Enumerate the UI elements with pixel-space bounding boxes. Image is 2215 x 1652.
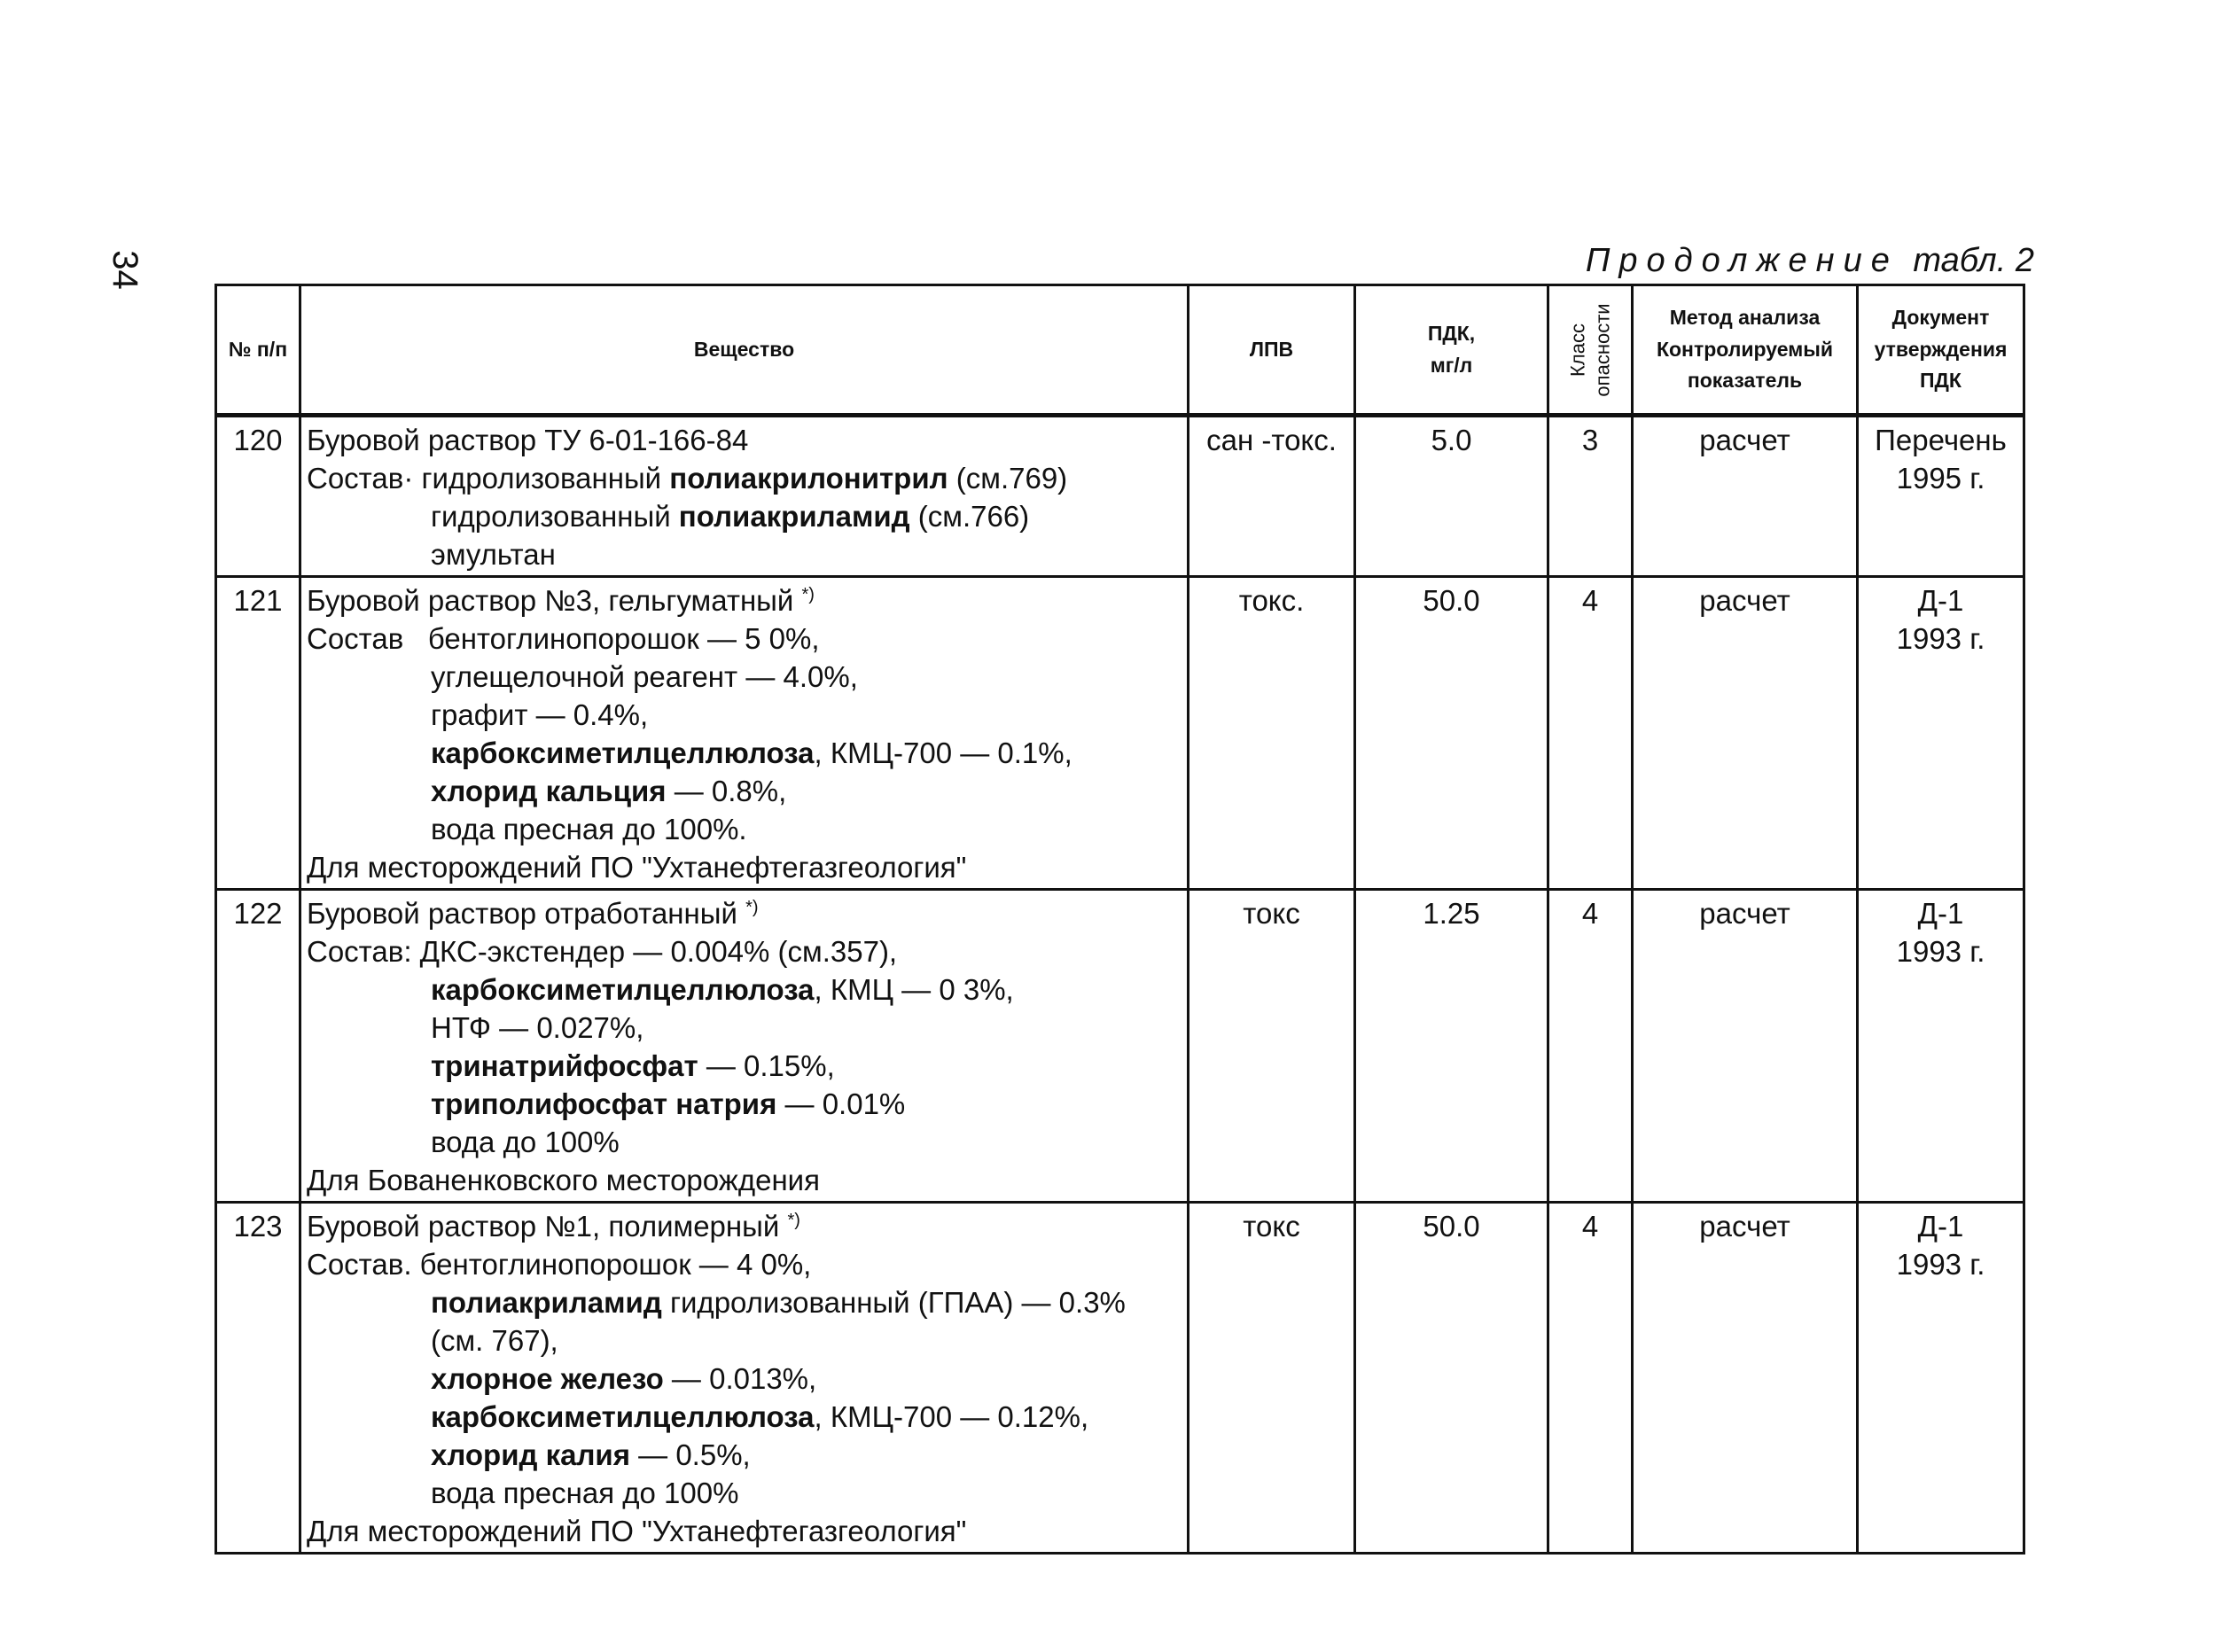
header-num: № п/п (216, 285, 300, 416)
caption-table-ref: табл. 2 (1913, 242, 2034, 279)
composition-line: хлорид кальция — 0.8%, (431, 775, 787, 807)
header-doc (1858, 285, 2024, 416)
header-doc-line2: утверждения (1874, 337, 2008, 361)
footnote-mark: *) (745, 898, 759, 917)
composition-line: Состав· гидролизованный полиакрилонитрил (см.769) (307, 462, 1068, 495)
header-klass-line2: опасности (1591, 302, 1613, 397)
footnote-mark: *) (801, 585, 815, 604)
composition-line: Состав: ДКС-экстендер — 0.004% (см.357), (307, 935, 898, 968)
page-number: 34 (105, 250, 144, 290)
header-klass (1548, 285, 1633, 416)
row-lpv: токс. (1189, 577, 1355, 890)
composition-line: вода пресная до 100% (431, 1477, 739, 1509)
row-klass: 4 (1548, 577, 1633, 890)
header-klass-rotated (1566, 303, 1615, 396)
composition-line: карбоксиметилцеллюлоза, КМЦ — 0 3%, (431, 973, 1014, 1006)
doc-line2: 1995 г. (1896, 462, 1985, 495)
row-doc (1858, 890, 2024, 1203)
header-substance: Вещество (300, 285, 1189, 416)
composition-line: Состав. бентоглинопорошок — 4 0%, (307, 1248, 812, 1281)
row-lpv: токс (1189, 1203, 1355, 1554)
composition-line: гидролизованный полиакриламид (см.766) (431, 500, 1030, 533)
row-num: 123 (216, 1203, 300, 1554)
header-pdk-line1: ПДК, (1427, 321, 1476, 345)
row-num: 122 (216, 890, 300, 1203)
composition-line: хлорное железо — 0.013%, (431, 1362, 817, 1395)
row-note: Для месторождений ПО "Ухтанефтегазгеология" (307, 1515, 967, 1547)
composition-line: хлорид калия — 0.5%, (431, 1438, 751, 1471)
header-method-line2: Контролируемый (1656, 337, 1834, 361)
composition-line: карбоксиметилцеллюлоза, КМЦ-700 — 0.12%, (431, 1400, 1089, 1433)
composition-line: эмультан (431, 538, 556, 571)
row-klass: 4 (1548, 890, 1633, 1203)
row-method: расчет (1633, 1203, 1858, 1554)
composition-line: (см. 767), (431, 1324, 558, 1357)
row-num: 120 (216, 416, 300, 577)
composition-line: тринатрийфосфат — 0.15%, (431, 1049, 835, 1082)
composition-line: триполифосфат натрия — 0.01% (431, 1087, 906, 1120)
doc-line2: 1993 г. (1896, 1248, 1985, 1281)
substance-name: Буровой раствор №1, полимерный *) (307, 1210, 800, 1243)
row-method: расчет (1633, 890, 1858, 1203)
doc-line1: Д-1 (1917, 897, 1964, 930)
row-klass: 3 (1548, 416, 1633, 577)
row-note: Для месторождений ПО "Ухтанефтегазгеология" (307, 851, 967, 884)
table-row (216, 890, 2024, 1203)
substance-name: Буровой раствор отработанный *) (307, 897, 759, 930)
header-klass-line1: Класс (1566, 323, 1589, 377)
composition-line: Состав бентоглинопорошок — 5 0%, (307, 622, 820, 655)
header-doc-line3: ПДК (1920, 369, 1962, 393)
substance-name: Буровой раствор ТУ 6-01-166-84 (307, 424, 749, 456)
doc-line1: Д-1 (1917, 584, 1964, 617)
row-doc (1858, 577, 2024, 890)
footnote-mark: *) (787, 1211, 800, 1230)
row-substance (300, 890, 1189, 1203)
row-pdk: 50.0 (1355, 577, 1548, 890)
header-pdk-line2: мг/л (1430, 353, 1473, 377)
row-substance (300, 577, 1189, 890)
table-caption (1586, 242, 2034, 280)
table-row (216, 1203, 2024, 1554)
row-method: расчет (1633, 416, 1858, 577)
composition-line: карбоксиметилцеллюлоза, КМЦ-700 — 0.1%, (431, 736, 1072, 769)
doc-line1: Д-1 (1917, 1210, 1964, 1243)
row-pdk: 5.0 (1355, 416, 1548, 577)
composition-line: вода пресная до 100%. (431, 813, 747, 845)
doc-line2: 1993 г. (1896, 935, 1985, 968)
row-substance (300, 416, 1189, 577)
row-note: Для Бованенковского месторождения (307, 1164, 820, 1196)
row-method: расчет (1633, 577, 1858, 890)
composition-line: вода до 100% (431, 1126, 620, 1158)
composition-line: графит — 0.4%, (431, 698, 649, 731)
row-substance (300, 1203, 1189, 1554)
substance-name: Буровой раствор №3, гельгуматный *) (307, 584, 815, 617)
table-row (216, 577, 2024, 890)
header-pdk (1355, 285, 1548, 416)
header-method-line3: показатель (1687, 369, 1803, 393)
composition-line: полиакриламид гидролизованный (ГПАА) — 0.3% (431, 1286, 1126, 1319)
header-row (216, 285, 2024, 416)
doc-line2: 1993 г. (1896, 622, 1985, 655)
substance-table (214, 284, 2025, 1555)
doc-line1: Перечень (1875, 424, 2007, 456)
header-method (1633, 285, 1858, 416)
row-klass: 4 (1548, 1203, 1633, 1554)
row-doc (1858, 416, 2024, 577)
header-doc-line1: Документ (1891, 306, 1990, 330)
header-method-line1: Метод анализа (1669, 306, 1821, 330)
row-doc (1858, 1203, 2024, 1554)
row-num: 121 (216, 577, 300, 890)
caption-continuation: Продолжение (1585, 242, 1899, 279)
composition-line: НТФ — 0.027%, (431, 1011, 644, 1044)
row-pdk: 50.0 (1355, 1203, 1548, 1554)
row-lpv: токс (1189, 890, 1355, 1203)
composition-line: углещелочной реагент — 4.0%, (431, 660, 858, 693)
header-lpv: ЛПВ (1189, 285, 1355, 416)
row-pdk: 1.25 (1355, 890, 1548, 1203)
row-lpv: сан -токс. (1189, 416, 1355, 577)
table-row (216, 416, 2024, 577)
